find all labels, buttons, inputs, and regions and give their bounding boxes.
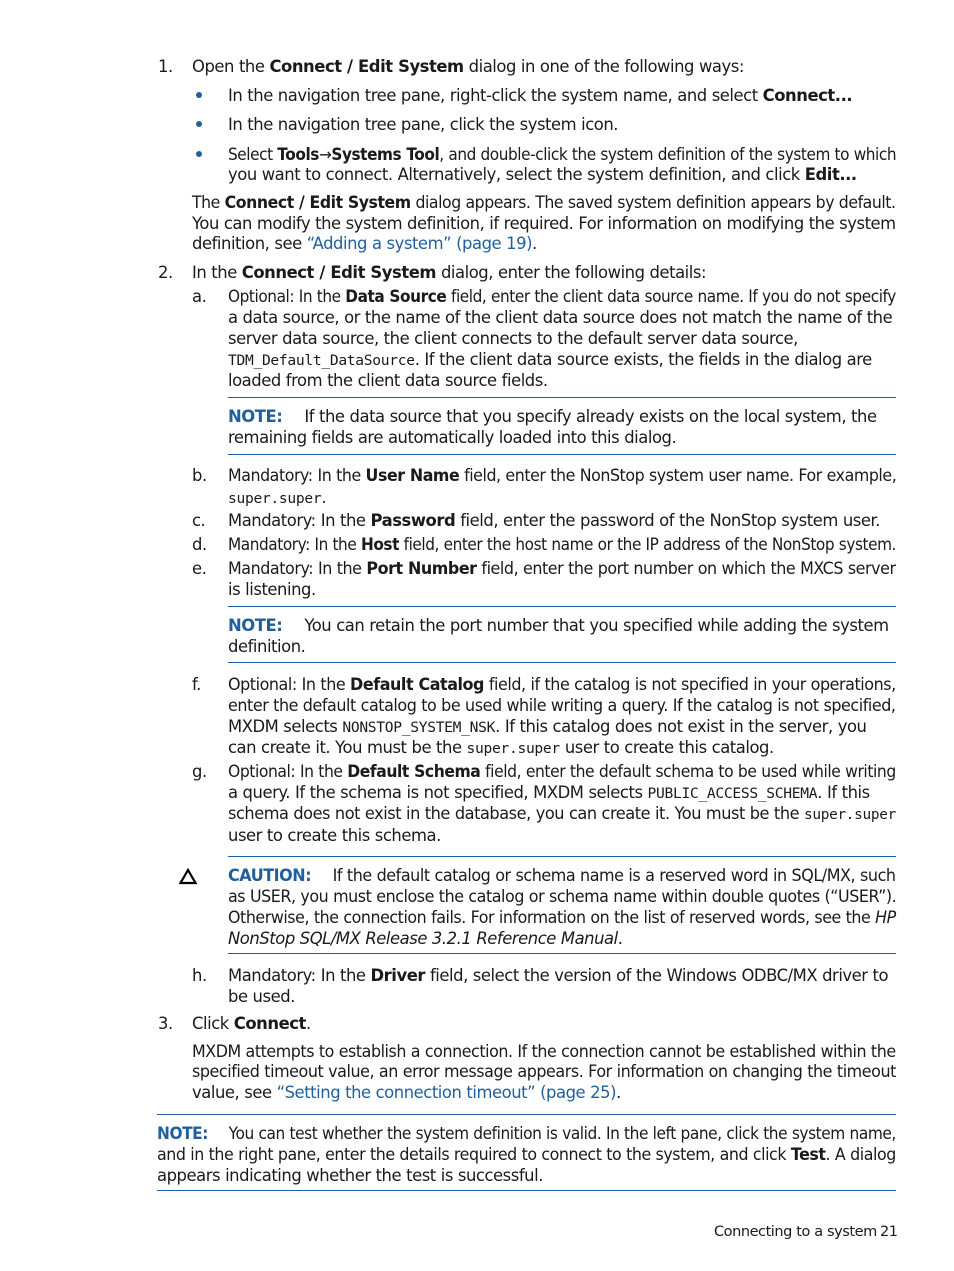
sub-step-text: server data source, the client connects to the default server data source, [228,329,798,348]
sub-step-text: enter the default catalog to be used while writing a query. If the catalog is not specified, [228,696,896,715]
sub-step-text: user to create this schema. [228,826,441,845]
note-rule-bottom [228,662,896,663]
sub-step-letter: f. [192,675,201,694]
note: definition. [228,637,306,656]
step-number: 3. [158,1014,173,1033]
list-item-continuation: you want to connect. Alternatively, select the system definition, and click Edit... [228,165,857,184]
note: appears indicating whether the test is successful. [157,1166,543,1185]
paragraph: value, see “Setting the connection timeout” (page 25). [192,1083,621,1102]
sub-step-text: Mandatory: In the Driver field, select the version of the Windows ODBC/MX driver to [228,966,889,985]
sub-step-letter: e. [192,559,207,578]
sub-step-text: a data source, or the name of the client data source does not match the name of the [228,308,893,327]
step-number: 2. [158,263,173,282]
sub-step-text: Mandatory: In the Password field, enter the password of the NonStop system user. [228,511,881,530]
footer-section-title: Connecting to a system [714,1224,877,1240]
sub-step-text: MXDM selects NONSTOP_SYSTEM_NSK. If this catalog does not exist in the server, you [228,717,867,736]
note: remaining fields are automatically loaded into this dialog. [228,428,677,447]
sub-step-text: a query. If the schema is not specified, MXDM selects PUBLIC_ACCESS_SCHEMA. If this [228,783,870,802]
sub-step-letter: g. [192,762,207,781]
sub-step-text: schema does not exist in the database, you can create it. You must be the super.super [228,804,896,823]
note: NOTE: You can retain the port number that you specified while adding the system [228,616,889,635]
sub-step-text: be used. [228,987,295,1006]
list-item: In the navigation tree pane, click the system icon. [228,115,619,134]
note-label: NOTE: [228,616,283,635]
note: and in the right pane, enter the details required to connect to the system, and click Test. A dialog [157,1145,896,1164]
sub-step-text: can create it. You must be the super.super user to create this catalog. [228,738,774,757]
bullet-icon [196,121,202,127]
step1-intro: Open the Connect / Edit System dialog in one of the following ways: [192,57,744,76]
caution-rule-bottom [228,953,896,954]
sub-step-letter: a. [192,287,207,306]
caution: NonStop SQL/MX Release 3.2.1 Reference Manual. [228,929,623,948]
paragraph: You can modify the system definition, if required. For information on modifying the system [192,214,896,233]
paragraph: The Connect / Edit System dialog appears. The saved system definition appears by default. [192,193,896,212]
paragraph: definition, see “Adding a system” (page 19). [192,234,537,253]
paragraph: MXDM attempts to establish a connection. If the connection cannot be established within the [192,1042,896,1061]
caution: CAUTION: If the default catalog or schema name is a reserved word in SQL/MX, such [228,866,896,885]
list-item: In the navigation tree pane, right-click the system name, and select Connect... [228,86,853,105]
sub-step-text: Mandatory: In the Host field, enter the host name or the IP address of the NonStop system. [228,535,896,554]
caution-triangle-icon [179,868,197,885]
note-rule-top [228,397,896,398]
list-item: Select Tools→Systems Tool, and double-click the system definition of the system to which [228,145,897,164]
sub-step-letter: d. [192,535,207,554]
step2-intro: In the Connect / Edit System dialog, enter the following details: [192,263,707,282]
step-number: 1. [158,57,173,76]
note: NOTE: You can test whether the system definition is valid. In the left pane, click the system name, [157,1124,896,1143]
bullet-icon [196,92,202,98]
sub-step-text: super.super. [228,488,327,507]
note-rule-bottom [228,454,896,455]
adding-system-link[interactable]: “Adding a system” (page 19) [306,234,533,253]
sub-step-text: Mandatory: In the Port Number field, enter the port number on which the MXCS server [228,559,896,578]
sub-step-text: Optional: In the Default Schema field, enter the default schema to be used while writing [228,762,896,781]
note-label: NOTE: [228,407,283,426]
caution-label: CAUTION: [228,866,312,885]
sub-step-letter: b. [192,466,207,485]
caution: as USER, you must enclose the catalog or schema name within double quotes (“USER”). [228,887,897,906]
bullet-icon [196,151,202,157]
sub-step-text: TDM_Default_DataSource. If the client data source exists, the fields in the dialog are [228,350,872,369]
caution-rule-top [228,856,896,857]
note-label: NOTE: [157,1124,208,1143]
sub-step-text: Mandatory: In the User Name field, enter the NonStop system user name. For example, [228,466,897,485]
note-rule-bottom [157,1190,896,1191]
paragraph: specified timeout value, an error message appears. For information on changing the timeout [192,1062,896,1081]
sub-step-text: is listening. [228,580,316,599]
note: NOTE: If the data source that you specify already exists on the local system, the [228,407,877,426]
note-rule-top [228,606,896,607]
step3-intro: Click Connect. [192,1014,311,1033]
connection-timeout-link[interactable]: “Setting the connection timeout” (page 25) [276,1083,617,1102]
sub-step-letter: h. [192,966,207,985]
sub-step-text: Optional: In the Data Source field, enter the client data source name. If you do not specify [228,287,896,306]
sub-step-text: Optional: In the Default Catalog field, if the catalog is not specified in your operations, [228,675,896,694]
caution: Otherwise, the connection fails. For information on the list of reserved words, see the HP [228,908,896,927]
sub-step-letter: c. [192,511,206,530]
sub-step-text: loaded from the client data source fields. [228,371,548,390]
page-number: 21 [880,1224,898,1240]
note-rule-top [157,1114,896,1115]
